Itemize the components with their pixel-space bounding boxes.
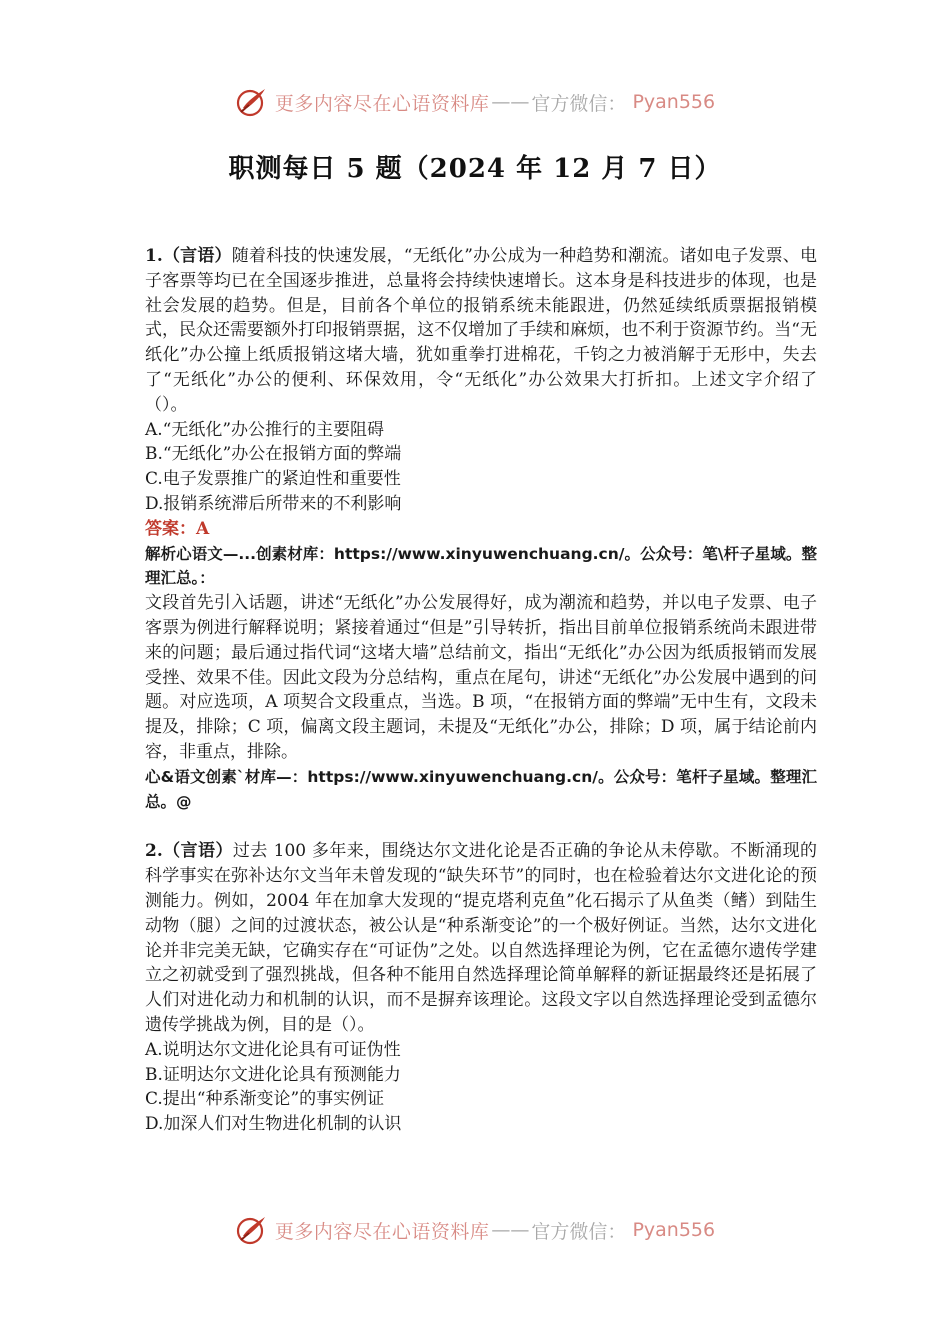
question-2-option-b: B.证明达尔文进化论具有预测能力 [145, 1064, 401, 1085]
question-1-analysis: 文段首先引入话题，讲述“无纸化”办公发展得好，成为潮流和趋势，并以电子发票、电子客票为例进行解释说明；紧接着通过“但是”引导转折，指出目前单位报销系统尚未跟进带来的问题；最后通过指代词“这堵大墙”总结前文，指出“无纸化”办公因为纸质报销而发展受挫、效果不佳。因此文段为分总结构，重点在尾句，讲述“无纸化”办公发展中遇到的问题。对应选项，A 项契合文段重点，当选。B 项，“在报销方面的弊端”无中生有，文段未提及，排除；C 项，偏离文段主题词，未提及“无纸化”办公，排除；D 项，属于结论前内容，非重点，排除。 [145, 593, 817, 762]
question-2-tag: （言语） [162, 841, 233, 862]
question-2-option-d: D.加深人们对生物进化机制的认识 [145, 1114, 402, 1135]
question-1-text: 随着科技的快速发展，“无纸化”办公成为一种趋势和潮流。诸如电子发票、电子客票等均已在全国逐步推进，总量将会持续快速增长。这本身是科技进步的体现，也是社会发展的趋势。但是，目前各个单位的报销系统未能跟进，仍然延续纸质票据报销模式，民众还需要额外打印报销票据，这不仅增加了手续和麻烦，也不利于资源节约。当“无纸化”办公撞上纸质报销这堵大墙，犹如重拳打进棉花，千钧之力被消解于无形中，失去了“无纸化”办公的便利、环保效用，令“无纸化”办公效果大打折扣。上述文字介绍了（）。 [145, 246, 817, 415]
question-1-option-d: D.报销系统滞后所带来的不利影响 [145, 493, 402, 514]
question-2-stem [145, 839, 817, 1037]
page-title: 职测每日 5 题（2024 年 12 月 7 日） [228, 154, 722, 184]
footer-banner [0, 1210, 950, 1250]
question-1-tag: （言语） [162, 246, 232, 266]
banner-separator: —— [491, 1219, 530, 1241]
question-1-option-b: B.“无纸化”办公在报销方面的弊端 [145, 444, 402, 465]
banner-text: 更多内容尽在心语资料库 [274, 1220, 490, 1243]
question-1-stem [145, 244, 817, 418]
question-1-source-note: 解析心语文—...创素材库：https://www.xinyuwenchuang.cn/。公众号：笔\杆子星域。整理汇总。： [145, 544, 817, 588]
question-1-option-a: A.“无纸化”办公推行的主要阻碍 [145, 419, 385, 440]
banner-wechat-label: 官方微信： [531, 92, 627, 115]
banner-wechat-id: Pyan556 [632, 1219, 716, 1241]
question-2-text: 过去 100 多年来，围绕达尔文进化论是否正确的争论从未停歇。不断涌现的科学事实在弥补达尔文当年未曾发现的“缺失环节”的同时，也在检验着达尔文进化论的预测能力。例如，2004 年在加拿大发现的“提克塔利克鱼”化石揭示了从鱼类（鳍）到陆生动物（腿）之间的过渡状态，被公认是“种系渐变论”的一个极好例证。当然，达尔文进化论并非完美无缺，它确实存在“可证伪”之处。以自然选择理论为例，它在孟德尔遗传学建立之初就受到了强烈挑战，但各种不能用自然选择理论简单解释的新证据最终还是拓展了人们对进化动力和机制的认识，而不是摒弃该理论。这段文字以自然选择理论受到孟德尔遗传学挑战为例，目的是（）。 [145, 841, 818, 1035]
question-2 [145, 839, 817, 1137]
question-1-source-note-2: 心&语文创素`材库—：https://www.xinyuwenchuang.cn/。公众号：笔杆子星域。整理汇总。@ [145, 767, 817, 811]
banner-text: 更多内容尽在心语资料库 [274, 92, 490, 115]
header-banner [0, 82, 950, 122]
banner-wechat-label: 官方微信： [531, 1220, 627, 1243]
question-1-option-c: C.电子发票推广的紧迫性和重要性 [145, 469, 401, 490]
quill-logo-icon [235, 84, 271, 120]
question-2-option-a: A.说明达尔文进化论具有可证伪性 [145, 1039, 401, 1060]
quill-logo-icon [235, 1212, 271, 1248]
banner-separator: —— [491, 91, 530, 113]
question-2-number: 2. [145, 841, 163, 862]
banner-wechat-id: Pyan556 [632, 91, 716, 113]
question-2-option-c: C.提出“种系渐变论”的事实例证 [145, 1089, 385, 1110]
question-list [145, 244, 817, 1137]
question-1-number: 1. [145, 246, 163, 266]
question-1 [145, 244, 817, 814]
question-1-answer: 答案：A [145, 518, 210, 539]
